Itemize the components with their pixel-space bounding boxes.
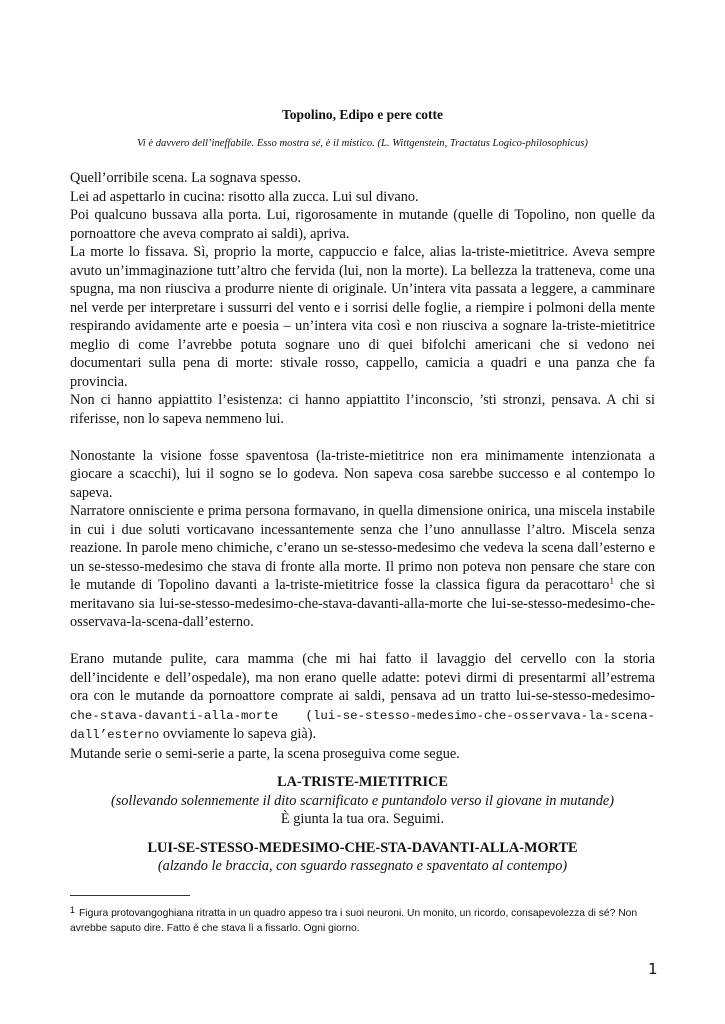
paragraph: La morte lo fissava. Sì, proprio la morte, cappuccio e falce, alias la-triste-mietitrice. Aveva sempre avuto un’immaginazione tutt’altro che fervida (lui, non la morte). La bellezza la tratteneva, come una spugna, ma non riusciva a produrre niente di originale. Un’intera vita passata a leggere, a camminare nel verde per interpretare i sussurri del vento e i sorrisi delle foglie, a riempire i polmoni della mente respirando avidamente arte e poesia – un’intera vita così e non riusciva a sognare la-triste-mietitrice meglio di come l’avrebbe potuta sognare uno di quei bifolchi americani che si vedono nei documentari sulla pena di morte: stivale rosso, cappello, camicia a quadri e una panza che fa provincia.: [70, 244, 655, 390]
paragraph: Mutande serie o semi-serie a parte, la scena proseguiva come segue.: [70, 745, 460, 762]
paragraph: Nonostante la visione fosse spaventosa (la-triste-mietitrice non era minimamente intenzionata a giocare a scacchi), lui il sogno se lo godeva. Non sapeva cosa sarebbe successo e al contempo lo sapeva.: [70, 447, 655, 501]
page-number: 1: [648, 960, 658, 978]
paragraph-text: Narratore onnisciente e prima persona formavano, in quella dimensione onirica, una miscela instabile in cui i due soluti vorticavano incessantemente senza che l’uno annullasse l’altro. Miscela senza reazione. In parole meno chimiche, c’erano un se-stesso-medesimo che vedeva la scena dall’esterno e un se-stesso-medesimo che stava di fronte alla morte. Il primo non poteva non pensare che stare con le mutande di Topolino davanti a la-triste-mietitrice fosse la classica figura da peracottaro: [70, 503, 655, 593]
paragraph-text: ovviamente lo sapeva già).: [162, 726, 317, 742]
document-title: Topolino, Edipo e pere cotte: [282, 107, 443, 122]
footnote-text: Figura protovangoghiana ritratta in un quadro appeso tra i suoi neuroni. Un monito, un ricordo, consapevolezza di sé? Non avrebbe saputo dire. Fatto è che stava lì a fissarlo. Ogni giorno.: [70, 908, 638, 934]
monospace-text: che-stava-davanti-alla-morte (lui-se-stesso-medesimo-che-osservava-la-scena-dall’esterno: [70, 708, 655, 742]
paragraph: Non ci hanno appiattito l’esistenza: ci hanno appiattito l’inconscio, ’sti stronzi, pensava. A chi si riferisse, non lo sapeva nemmeno lui.: [70, 392, 655, 427]
paragraph-text: che si meritavano sia lui-se-stesso-medesimo-che-stava-davanti-alla-morte che lui-se-stesso-medesimo-che-osservava-la-scena-dall’esterno.: [70, 577, 655, 630]
paragraph-text: Erano mutande pulite, cara mamma (che mi hai fatto il lavaggio del cervello con la storia dell’incidente e dell’ospedale), ma non erano quelle adatte: potevi dirmi di presentarmi all’estrema ora con le mutande da pornoattore comprate ai saldi, pensava ad un tratto lui-se-stesso-medesimo-: [70, 651, 655, 704]
stage-direction: (sollevando solennemente il dito scarnificato e puntandolo verso il giovane in mutande): [110, 792, 615, 809]
paragraph: [70, 502, 655, 632]
footnote-divider: [70, 895, 190, 896]
footnote: [70, 906, 660, 936]
footnote-reference[interactable]: 1: [609, 576, 614, 586]
paragraph: [70, 650, 655, 745]
paragraph: Poi qualcuno bussava alla porta. Lui, rigorosamente in mutande (quelle di Topolino, non quelle da pornoattore che aveva comprato ai saldi), apriva.: [70, 207, 655, 242]
epigraph: Vi è davvero dell’ineffabile. Esso mostra sé, è il mistico. (L. Wittgenstein, Tractatus Logico-philosophicus): [137, 138, 588, 149]
story-body: [70, 169, 655, 876]
paragraph-spacer: [70, 428, 655, 447]
dialogue-line: È giunta la tua ora. Seguimi.: [280, 811, 445, 827]
stage-direction: (alzando le braccia, con sguardo rassegnato e spaventato al contempo): [157, 858, 568, 874]
paragraph: Quell’orribile scena. La sognava spesso.: [70, 170, 302, 186]
paragraph-spacer: [70, 632, 655, 651]
dialogue-speaker: LUI-SE-STESSO-MEDESIMO-CHE-STA-DAVANTI-ALLA-MORTE: [147, 839, 578, 856]
paragraph: Lei ad aspettarlo in cucina: risotto alla zucca. Lui sul divano.: [70, 188, 419, 205]
footnote-number: 1: [70, 905, 76, 915]
dialogue-speaker: LA-TRISTE-MIETITRICE: [277, 774, 448, 790]
